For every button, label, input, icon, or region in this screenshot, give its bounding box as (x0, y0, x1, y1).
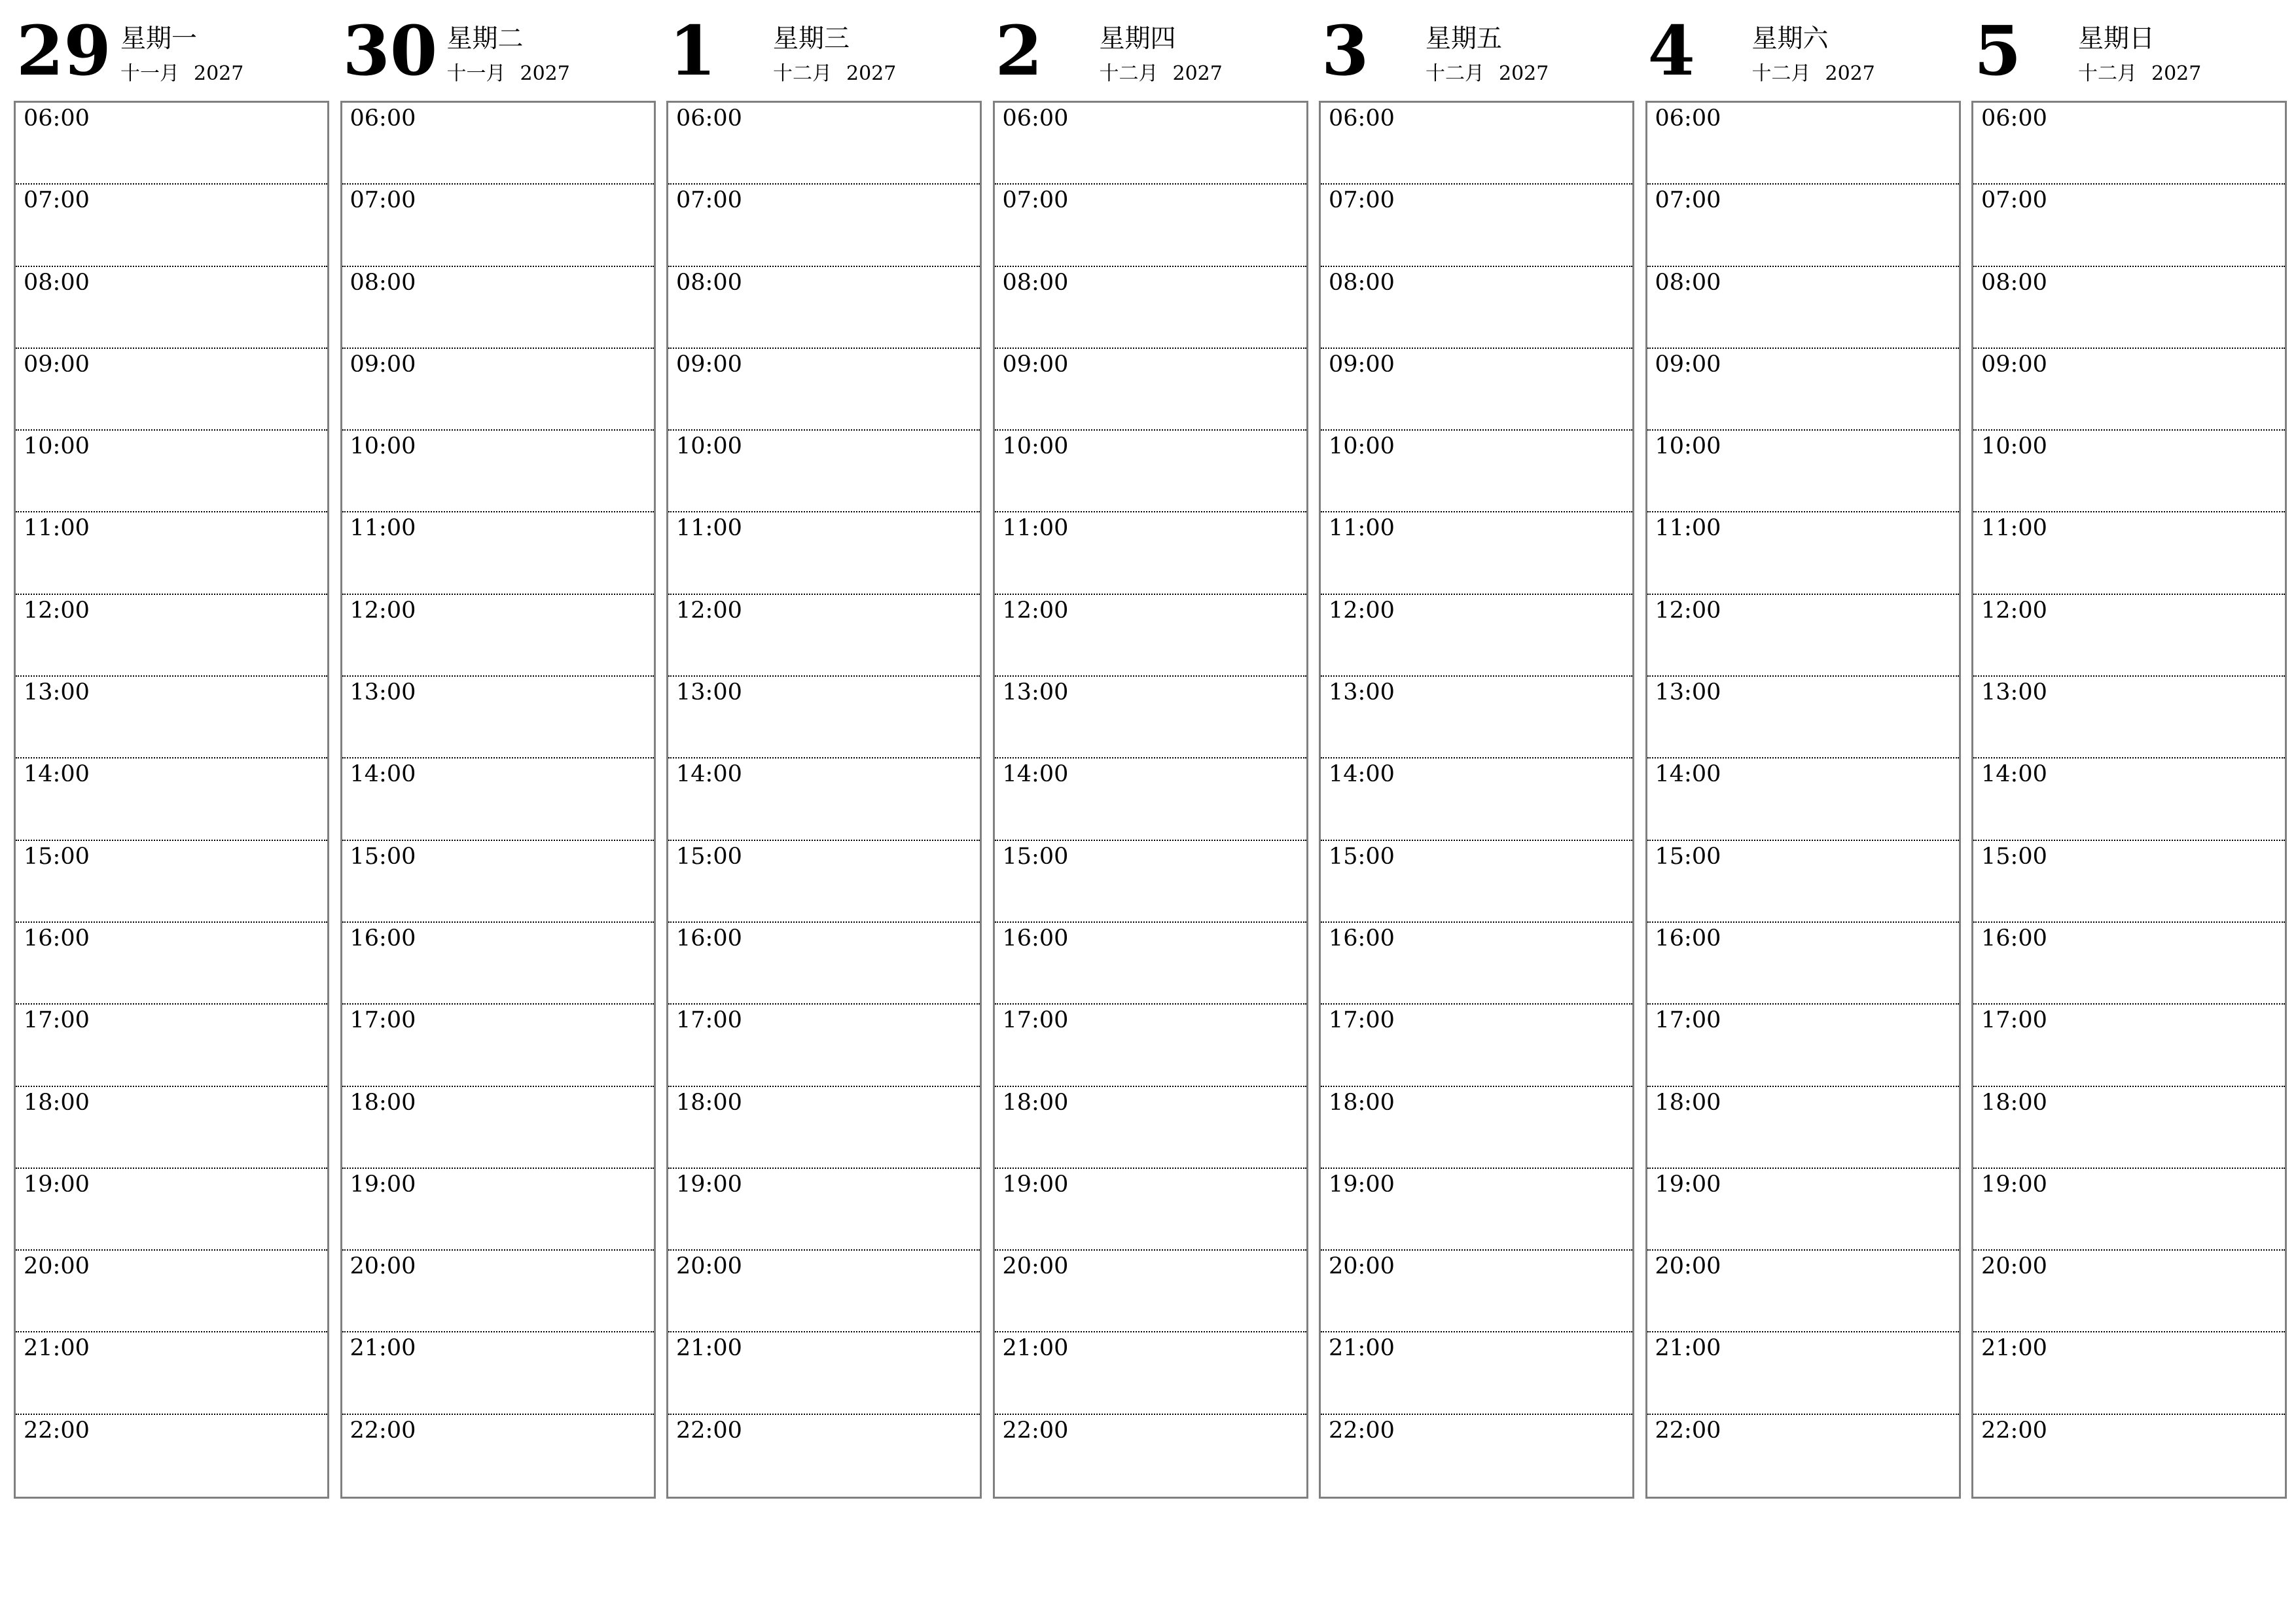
time-slot-label: 08:00 (1002, 269, 1069, 296)
month-label: 十二月 (1426, 62, 1484, 85)
time-slot-label: 11:00 (1655, 515, 1721, 542)
day-header (993, 0, 1307, 98)
time-slot[interactable] (16, 267, 327, 349)
time-slot-label: 20:00 (24, 1253, 90, 1280)
time-slot-label: 19:00 (1981, 1171, 2047, 1198)
time-slot-label: 11:00 (1329, 515, 1395, 542)
time-slot-label: 16:00 (676, 925, 742, 952)
time-slot-label: 16:00 (1002, 925, 1069, 952)
time-slot[interactable] (342, 1087, 654, 1169)
time-slot-label: 12:00 (1329, 597, 1395, 624)
time-slot[interactable] (16, 677, 327, 758)
day-weekday: 星期三 (773, 24, 850, 54)
time-slot-label: 17:00 (1002, 1007, 1069, 1034)
day-weekday: 星期一 (120, 24, 198, 54)
time-slot-label: 10:00 (1002, 433, 1069, 460)
time-slot-label: 15:00 (350, 843, 416, 870)
time-slot-label: 14:00 (1655, 761, 1721, 788)
time-slot[interactable] (342, 1169, 654, 1251)
day-weekday: 星期二 (446, 24, 524, 54)
time-slot[interactable] (995, 841, 1306, 923)
time-slot[interactable] (1647, 431, 1959, 512)
time-slot[interactable] (342, 595, 654, 677)
time-slot[interactable] (1321, 595, 1632, 677)
day-number: 5 (1974, 10, 2022, 91)
time-slot-label: 06:00 (1329, 105, 1395, 132)
time-slot[interactable] (995, 267, 1306, 349)
time-slot-label: 08:00 (1655, 269, 1721, 296)
time-slot-label: 17:00 (350, 1007, 416, 1034)
time-slot[interactable] (1647, 185, 1959, 266)
time-slot[interactable] (1647, 267, 1959, 349)
time-slot-label: 09:00 (350, 351, 416, 378)
time-slot-label: 18:00 (1655, 1089, 1721, 1116)
time-slot[interactable] (668, 185, 980, 266)
time-slot-label: 07:00 (1655, 187, 1721, 214)
year-label: 2027 (520, 62, 570, 85)
time-slot[interactable] (668, 267, 980, 349)
time-slot[interactable] (16, 185, 327, 266)
time-slot-label: 07:00 (676, 187, 742, 214)
time-slot[interactable] (995, 1251, 1306, 1332)
time-slot[interactable] (995, 1332, 1306, 1414)
day-schedule-box (1971, 101, 2287, 1499)
time-slot-label: 17:00 (1329, 1007, 1395, 1034)
time-slot[interactable] (995, 185, 1306, 266)
time-slot-label: 06:00 (1655, 105, 1721, 132)
time-slot[interactable] (1973, 431, 2285, 512)
time-slot[interactable] (1973, 758, 2285, 840)
day-number: 1 (669, 10, 717, 91)
time-slot-label: 06:00 (676, 105, 742, 132)
day-number: 4 (1647, 10, 1695, 91)
day-schedule-box (340, 101, 656, 1499)
time-slot-label: 07:00 (350, 187, 416, 214)
time-slot[interactable] (342, 1251, 654, 1332)
time-slot-label: 22:00 (1002, 1417, 1069, 1444)
time-slot[interactable] (1647, 103, 1959, 185)
time-slot[interactable] (995, 758, 1306, 840)
time-slot[interactable] (1973, 185, 2285, 266)
time-slot[interactable] (668, 677, 980, 758)
time-slot[interactable] (995, 1415, 1306, 1497)
time-slot[interactable] (1321, 758, 1632, 840)
year-label: 2027 (194, 62, 244, 85)
time-slot[interactable] (16, 841, 327, 923)
time-slot[interactable] (342, 1415, 654, 1497)
time-slot[interactable] (1647, 1251, 1959, 1332)
time-slot-label: 16:00 (24, 925, 90, 952)
time-slot-label: 14:00 (350, 761, 416, 788)
time-slot-label: 15:00 (1981, 843, 2047, 870)
day-header (1971, 0, 2286, 98)
time-slot[interactable] (1321, 349, 1632, 431)
time-slot-label: 13:00 (24, 679, 90, 706)
day-weekday: 星期六 (1751, 24, 1829, 54)
time-slot-label: 11:00 (350, 515, 416, 542)
time-slot-label: 11:00 (676, 515, 742, 542)
time-slot-label: 14:00 (1981, 761, 2047, 788)
time-slot[interactable] (668, 512, 980, 594)
time-slot-label: 16:00 (350, 925, 416, 952)
time-slot[interactable] (1973, 841, 2285, 923)
time-slot[interactable] (342, 1332, 654, 1414)
time-slot-label: 09:00 (24, 351, 90, 378)
time-slot-label: 16:00 (1655, 925, 1721, 952)
time-slot[interactable] (16, 103, 327, 185)
time-slot-label: 22:00 (24, 1417, 90, 1444)
time-slot[interactable] (1973, 512, 2285, 594)
time-slot-label: 06:00 (24, 105, 90, 132)
time-slot-label: 13:00 (350, 679, 416, 706)
time-slot-label: 18:00 (1002, 1089, 1069, 1116)
time-slot[interactable] (1647, 1332, 1959, 1414)
time-slot[interactable] (16, 512, 327, 594)
time-slot-label: 20:00 (350, 1253, 416, 1280)
time-slot[interactable] (1321, 1415, 1632, 1497)
time-slot-label: 13:00 (1655, 679, 1721, 706)
time-slot[interactable] (16, 1005, 327, 1086)
time-slot[interactable] (668, 1169, 980, 1251)
time-slot-label: 19:00 (1655, 1171, 1721, 1198)
time-slot[interactable] (995, 923, 1306, 1005)
month-label: 十一月 (120, 62, 179, 85)
time-slot[interactable] (1973, 677, 2285, 758)
time-slot-label: 21:00 (1002, 1335, 1069, 1362)
time-slot[interactable] (668, 595, 980, 677)
time-slot[interactable] (1321, 841, 1632, 923)
time-slot[interactable] (668, 1087, 980, 1169)
time-slot-label: 15:00 (1329, 843, 1395, 870)
time-slot[interactable] (1973, 1169, 2285, 1251)
time-slot[interactable] (16, 431, 327, 512)
time-slot[interactable] (342, 103, 654, 185)
day-schedule-box (666, 101, 982, 1499)
time-slot-label: 08:00 (676, 269, 742, 296)
time-slot[interactable] (668, 431, 980, 512)
time-slot[interactable] (1973, 595, 2285, 677)
time-slot[interactable] (668, 1415, 980, 1497)
time-slot[interactable] (1647, 1005, 1959, 1086)
time-slot[interactable] (1321, 1005, 1632, 1086)
time-slot[interactable] (995, 512, 1306, 594)
day-month-year (1100, 62, 1223, 86)
time-slot-label: 10:00 (350, 433, 416, 460)
time-slot[interactable] (1973, 103, 2285, 185)
time-slot[interactable] (16, 1087, 327, 1169)
time-slot-label: 07:00 (1981, 187, 2047, 214)
time-slot-label: 08:00 (350, 269, 416, 296)
time-slot[interactable] (1321, 431, 1632, 512)
time-slot-label: 15:00 (1655, 843, 1721, 870)
time-slot-label: 19:00 (1329, 1171, 1395, 1198)
time-slot-label: 08:00 (1329, 269, 1395, 296)
time-slot-label: 09:00 (1655, 351, 1721, 378)
time-slot-label: 10:00 (1981, 433, 2047, 460)
day-schedule-box (993, 101, 1308, 1499)
time-slot[interactable] (668, 103, 980, 185)
time-slot[interactable] (342, 512, 654, 594)
time-slot-label: 12:00 (350, 597, 416, 624)
month-label: 十二月 (1099, 62, 1158, 85)
time-slot[interactable] (1973, 1332, 2285, 1414)
time-slot-label: 17:00 (24, 1007, 90, 1034)
time-slot-label: 09:00 (1329, 351, 1395, 378)
time-slot-label: 21:00 (676, 1335, 742, 1362)
time-slot-label: 22:00 (1329, 1417, 1395, 1444)
time-slot[interactable] (1973, 349, 2285, 431)
year-label: 2027 (1172, 62, 1223, 85)
time-slot-label: 10:00 (676, 433, 742, 460)
time-slot[interactable] (342, 1005, 654, 1086)
time-slot[interactable] (1321, 1169, 1632, 1251)
time-slot-label: 21:00 (1655, 1335, 1721, 1362)
time-slot-label: 19:00 (1002, 1171, 1069, 1198)
time-slot[interactable] (1647, 677, 1959, 758)
time-slot-label: 19:00 (676, 1171, 742, 1198)
time-slot[interactable] (1321, 1087, 1632, 1169)
time-slot[interactable] (342, 758, 654, 840)
time-slot-label: 12:00 (1655, 597, 1721, 624)
time-slot-label: 13:00 (1981, 679, 2047, 706)
day-number: 2 (995, 10, 1043, 91)
time-slot[interactable] (668, 923, 980, 1005)
time-slot[interactable] (1647, 1169, 1959, 1251)
time-slot[interactable] (995, 349, 1306, 431)
year-label: 2027 (846, 62, 897, 85)
time-slot[interactable] (1973, 923, 2285, 1005)
time-slot-label: 21:00 (1981, 1335, 2047, 1362)
time-slot-label: 11:00 (24, 515, 90, 542)
time-slot[interactable] (342, 185, 654, 266)
time-slot[interactable] (16, 1415, 327, 1497)
time-slot[interactable] (1647, 512, 1959, 594)
time-slot[interactable] (995, 1169, 1306, 1251)
day-number: 30 (342, 10, 438, 91)
time-slot-label: 09:00 (676, 351, 742, 378)
time-slot-label: 18:00 (24, 1089, 90, 1116)
time-slot-label: 09:00 (1002, 351, 1069, 378)
time-slot-label: 14:00 (1002, 761, 1069, 788)
time-slot-label: 22:00 (350, 1417, 416, 1444)
time-slot[interactable] (1647, 595, 1959, 677)
time-slot[interactable] (1321, 185, 1632, 266)
day-header (1645, 0, 1960, 98)
time-slot[interactable] (16, 1332, 327, 1414)
month-label: 十一月 (446, 62, 506, 85)
time-slot-label: 08:00 (24, 269, 90, 296)
day-month-year (1752, 62, 1875, 86)
time-slot[interactable] (668, 841, 980, 923)
time-slot-label: 06:00 (1981, 105, 2047, 132)
day-month-year (120, 62, 243, 86)
time-slot-label: 11:00 (1002, 515, 1069, 542)
time-slot-label: 17:00 (1655, 1007, 1721, 1034)
time-slot-label: 13:00 (676, 679, 742, 706)
time-slot[interactable] (1321, 267, 1632, 349)
time-slot-label: 12:00 (676, 597, 742, 624)
time-slot[interactable] (16, 923, 327, 1005)
time-slot[interactable] (995, 595, 1306, 677)
time-slot-label: 20:00 (1329, 1253, 1395, 1280)
time-slot[interactable] (995, 677, 1306, 758)
year-label: 2027 (1499, 62, 1549, 85)
time-slot-label: 15:00 (24, 843, 90, 870)
time-slot-label: 13:00 (1002, 679, 1069, 706)
time-slot-label: 14:00 (24, 761, 90, 788)
time-slot-label: 15:00 (676, 843, 742, 870)
time-slot-label: 12:00 (24, 597, 90, 624)
time-slot-label: 18:00 (1329, 1089, 1395, 1116)
time-slot-label: 09:00 (1981, 351, 2047, 378)
time-slot-label: 06:00 (1002, 105, 1069, 132)
time-slot[interactable] (342, 841, 654, 923)
time-slot-label: 21:00 (24, 1335, 90, 1362)
time-slot-label: 12:00 (1981, 597, 2047, 624)
time-slot-label: 20:00 (676, 1253, 742, 1280)
day-header (14, 0, 328, 98)
year-label: 2027 (1825, 62, 1875, 85)
day-schedule-box (1645, 101, 1961, 1499)
time-slot-label: 07:00 (1329, 187, 1395, 214)
time-slot-label: 18:00 (350, 1089, 416, 1116)
day-weekday: 星期五 (1426, 24, 1503, 54)
time-slot[interactable] (668, 1251, 980, 1332)
month-label: 十二月 (2078, 62, 2137, 85)
time-slot-label: 19:00 (24, 1171, 90, 1198)
time-slot-label: 22:00 (676, 1417, 742, 1444)
day-header (340, 0, 655, 98)
time-slot[interactable] (1973, 267, 2285, 349)
day-weekday: 星期日 (2078, 24, 2155, 54)
time-slot[interactable] (1647, 923, 1959, 1005)
time-slot[interactable] (1973, 1087, 2285, 1169)
time-slot-label: 11:00 (1981, 515, 2047, 542)
time-slot-label: 10:00 (1655, 433, 1721, 460)
time-slot[interactable] (16, 595, 327, 677)
time-slot-label: 06:00 (350, 105, 416, 132)
time-slot-label: 08:00 (1981, 269, 2047, 296)
time-slot[interactable] (342, 267, 654, 349)
time-slot[interactable] (1973, 1415, 2285, 1497)
time-slot-label: 17:00 (1981, 1007, 2047, 1034)
time-slot[interactable] (342, 677, 654, 758)
time-slot[interactable] (668, 758, 980, 840)
time-slot-label: 18:00 (1981, 1089, 2047, 1116)
time-slot-label: 14:00 (1329, 761, 1395, 788)
day-weekday: 星期四 (1099, 24, 1176, 54)
day-number: 3 (1321, 10, 1369, 91)
time-slot-label: 20:00 (1981, 1253, 2047, 1280)
time-slot-label: 10:00 (1329, 433, 1395, 460)
time-slot-label: 10:00 (24, 433, 90, 460)
time-slot[interactable] (16, 1251, 327, 1332)
month-label: 十二月 (773, 62, 832, 85)
time-slot[interactable] (16, 758, 327, 840)
time-slot[interactable] (342, 923, 654, 1005)
time-slot-label: 12:00 (1002, 597, 1069, 624)
time-slot-label: 18:00 (676, 1089, 742, 1116)
time-slot[interactable] (16, 349, 327, 431)
time-slot[interactable] (1321, 677, 1632, 758)
time-slot[interactable] (1973, 1251, 2285, 1332)
day-header (1319, 0, 1633, 98)
time-slot[interactable] (1647, 841, 1959, 923)
time-slot[interactable] (995, 1087, 1306, 1169)
time-slot-label: 17:00 (676, 1007, 742, 1034)
time-slot-label: 07:00 (24, 187, 90, 214)
time-slot[interactable] (342, 349, 654, 431)
time-slot-label: 20:00 (1002, 1253, 1069, 1280)
month-label: 十二月 (1751, 62, 1811, 85)
time-slot[interactable] (1321, 923, 1632, 1005)
time-slot[interactable] (995, 431, 1306, 512)
time-slot[interactable] (668, 349, 980, 431)
time-slot[interactable] (1321, 1251, 1632, 1332)
time-slot-label: 20:00 (1655, 1253, 1721, 1280)
time-slot[interactable] (668, 1005, 980, 1086)
time-slot[interactable] (995, 103, 1306, 185)
day-header (666, 0, 980, 98)
day-month-year (2078, 62, 2201, 86)
day-month-year (447, 62, 570, 86)
time-slot[interactable] (1973, 1005, 2285, 1086)
time-slot-label: 16:00 (1981, 925, 2047, 952)
day-month-year (1426, 62, 1549, 86)
year-label: 2027 (2151, 62, 2202, 85)
time-slot-label: 14:00 (676, 761, 742, 788)
time-slot[interactable] (1321, 103, 1632, 185)
time-slot[interactable] (995, 1005, 1306, 1086)
day-month-year (773, 62, 896, 86)
time-slot[interactable] (668, 1332, 980, 1414)
time-slot-label: 21:00 (1329, 1335, 1395, 1362)
time-slot[interactable] (1321, 1332, 1632, 1414)
time-slot[interactable] (1647, 758, 1959, 840)
time-slot-label: 22:00 (1981, 1417, 2047, 1444)
time-slot[interactable] (1321, 512, 1632, 594)
time-slot[interactable] (16, 1169, 327, 1251)
day-number: 29 (16, 10, 111, 91)
time-slot-label: 16:00 (1329, 925, 1395, 952)
time-slot-label: 15:00 (1002, 843, 1069, 870)
time-slot[interactable] (1647, 349, 1959, 431)
time-slot-label: 13:00 (1329, 679, 1395, 706)
time-slot-label: 21:00 (350, 1335, 416, 1362)
time-slot[interactable] (1647, 1087, 1959, 1169)
time-slot[interactable] (1647, 1415, 1959, 1497)
time-slot-label: 07:00 (1002, 187, 1069, 214)
time-slot[interactable] (342, 431, 654, 512)
time-slot-label: 19:00 (350, 1171, 416, 1198)
day-schedule-box (14, 101, 329, 1499)
day-schedule-box (1319, 101, 1634, 1499)
time-slot-label: 22:00 (1655, 1417, 1721, 1444)
